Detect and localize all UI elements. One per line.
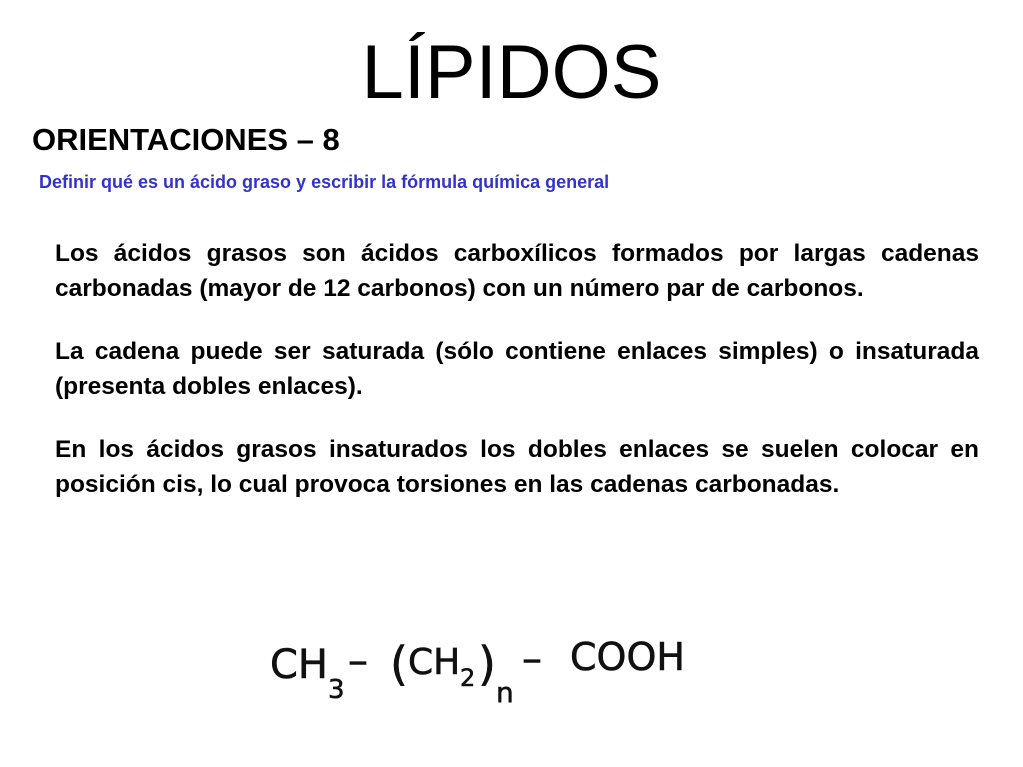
paragraph-definition: Los ácidos grasos son ácidos carboxílicos formados por largas cadenas carbonadas (mayor de 12 carbonos) con un número par de carbonos. [55,240,979,302]
formula-close-paren: ) [478,637,496,691]
formula-ch2: CH [408,642,461,683]
slide-title: LÍPIDOS [361,30,662,115]
formula-sub-n: n [496,676,514,709]
fatty-acid-formula [222,602,762,720]
body-text [55,236,979,530]
paragraph-cis-position: En los ácidos grasos insaturados los dobles enlaces se suelen colocar en posición cis, lo cual provoca torsiones en las cadenas carbonadas. [55,436,979,498]
formula-open-paren: ( [390,637,408,691]
section-heading: ORIENTACIONES – 8 [32,122,340,157]
paragraph-saturation: La cadena puede ser saturada (sólo contiene enlaces simples) o insaturada (presenta dobles enlaces). [55,338,979,400]
formula-drawing [222,602,762,720]
formula-sub-3: 3 [328,675,345,705]
formula-dash-1: – [348,638,368,684]
formula-ch3: CH [270,642,329,688]
formula-sub-2: 2 [460,664,476,692]
formula-cooh: COOH [570,635,685,679]
instruction-text: Definir qué es un ácido graso y escribir la fórmula química general [39,172,610,192]
formula-dash-2: – [522,636,542,682]
